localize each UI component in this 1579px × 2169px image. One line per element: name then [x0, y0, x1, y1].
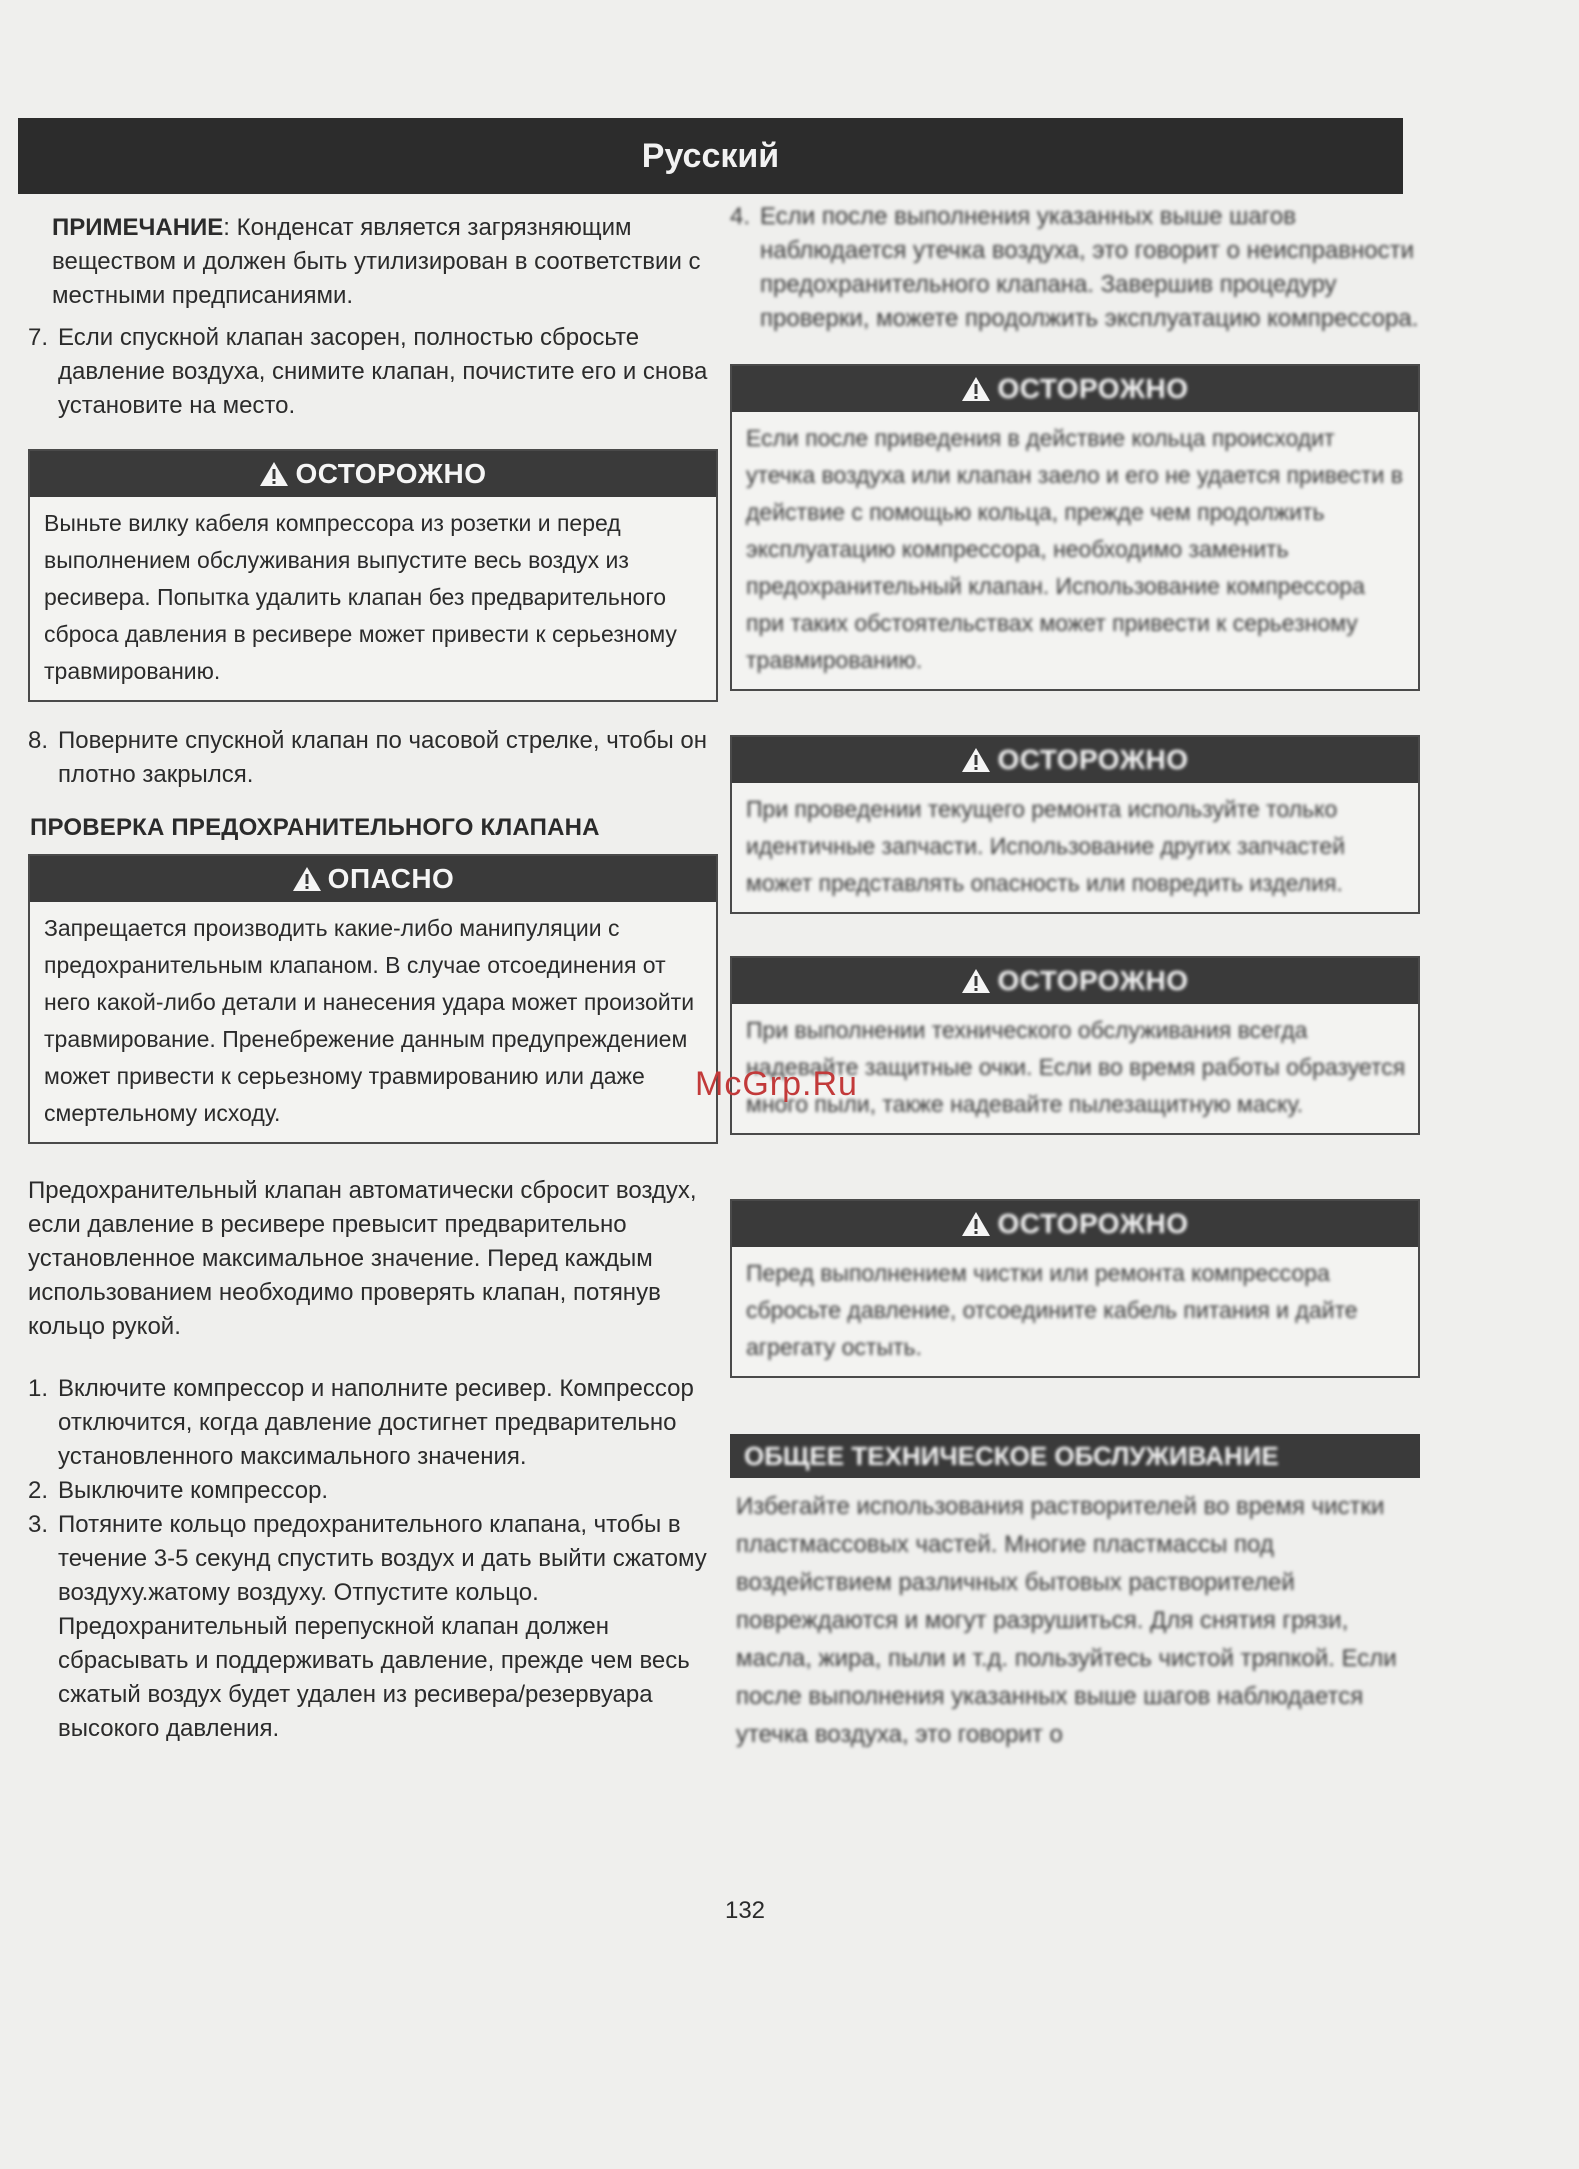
step-2 [28, 1474, 718, 1508]
watermark-text: McGrp.Ru [695, 1065, 858, 1103]
language-header-bar [18, 118, 1403, 194]
warning-triangle-icon [292, 866, 322, 892]
note-text: : Конденсат является загрязняющим веществом и должен быть утилизирован в соответствии с местными предписаниями. [52, 214, 701, 309]
note-paragraph [52, 211, 718, 313]
step-number: 3. [28, 1511, 49, 1538]
note-label: ПРИМЕЧАНИЕ [52, 214, 224, 241]
step-number: 2. [28, 1477, 49, 1504]
caution-text: Если после приведения в действие кольца происходит утечка воздуха или клапан заело и его не удается привести в действие с помощью кольца, прежде чем продолжить эксплуатацию компрессора, необходимо заменить предохранительный клапан. Использование компрессора при таких обстоятельствах может привести к серьезному травмированию. [746, 425, 1403, 673]
safety-valve-paragraph: Предохранительный клапан автоматически сбросит воздух, если давление в ресивере превысит предварительно установленное максимальное значение. Перед каждым использованием необходимо проверять клапан, потянув кольцо рукой. [28, 1177, 697, 1340]
warning-triangle-icon [961, 1211, 991, 1237]
caution-header [732, 1201, 1418, 1247]
caution-box-replace-valve [730, 364, 1420, 691]
left-column [28, 205, 718, 1746]
caution-box-unplug [28, 449, 718, 702]
step-text: Выключите компрессор. [58, 1477, 329, 1504]
caution-text: Выньте вилку кабеля компрессора из розетки и перед выполнением обслуживания выпустите весь воздух из ресивера. Попытка удалить клапан без предварительного сброса давления в ресивере может привести к серьезному травмированию. [44, 510, 677, 684]
danger-box [28, 854, 718, 1144]
caution-header [30, 451, 716, 497]
step-number: 1. [28, 1375, 49, 1402]
general-maintenance-text: Избегайте использования растворителей во время чистки пластмассовых частей. Многие пластмассы под воздействием различных бытовых растворителей повреждаются и могут разрушиться. Для снятия грязи, масла, жира, пыли и т.д. пользуйтесь чистой тряпкой. Если после выполнения указанных выше шагов наблюдается утечка воздуха, это говорит о [736, 1493, 1397, 1748]
caution-header [732, 958, 1418, 1004]
danger-header [30, 856, 716, 902]
caution-text: При выполнении технического обслуживания всегда надевайте защитные очки. Если во время работы образуется много пыли, также надевайте пылезащитную маску. [746, 1017, 1406, 1117]
step-text: Потяните кольцо предохранительного клапана, чтобы в течение 3-5 секунд спустить воздух и дать выйти сжатому воздуху.жатому воздуху. Отпустите кольцо. Предохранительный перепускной клапан должен сбрасывать и поддерживать давление, прежде чем весь сжатый воздух будет удален из ресивера/резервуара высокого давления. [58, 1511, 707, 1742]
caution-box-goggles [730, 956, 1420, 1135]
safety-valve-check-heading: ПРОВЕРКА ПРЕДОХРАНИТЕЛЬНОГО КЛАПАНА [30, 814, 600, 841]
general-maintenance-heading [730, 1434, 1420, 1478]
caution-header [732, 737, 1418, 783]
step-7 [28, 321, 718, 423]
caution-header [732, 366, 1418, 412]
caution-title: ОСТОРОЖНО [997, 744, 1189, 775]
warning-triangle-icon [961, 376, 991, 402]
caution-text: При проведении текущего ремонта используйте только идентичные запчасти. Использование других запчастей может представлять опасность или повредить изделия. [746, 796, 1346, 896]
step-text: Если спускной клапан засорен, полностью сбросьте давление воздуха, снимите клапан, почистите его и снова установите на место. [58, 324, 708, 419]
warning-triangle-icon [259, 461, 289, 487]
procedure-steps [28, 1372, 718, 1746]
language-title: Русский [641, 136, 780, 175]
step-text: Если после выполнения указанных выше шагов наблюдается утечка воздуха, это говорит о неисправности предохранительного клапана. Завершив процедуру проверки, можете продолжить эксплуатацию компрессора. [760, 203, 1419, 332]
caution-title: ОСТОРОЖНО [997, 1208, 1189, 1239]
danger-title: ОПАСНО [327, 863, 455, 894]
caution-title: ОСТОРОЖНО [997, 965, 1189, 996]
warning-triangle-icon [961, 747, 991, 773]
step-number: 4. [730, 203, 751, 230]
caution-title: ОСТОРОЖНО [997, 373, 1189, 404]
caution-box-depressurize [730, 1199, 1420, 1378]
step-4 [730, 200, 1420, 336]
step-3 [28, 1508, 718, 1746]
step-text: Включите компрессор и наполните ресивер. Компрессор отключится, когда давление достигнет предварительно установленного максимального значения. [58, 1375, 694, 1470]
caution-box-spare-parts [730, 735, 1420, 914]
right-column [730, 200, 1420, 1754]
page-number: 132 [724, 1897, 766, 1924]
step-number: 7. [28, 324, 49, 351]
general-maintenance-title: ОБЩЕЕ ТЕХНИЧЕСКОЕ ОБСЛУЖИВАНИЕ [744, 1440, 1279, 1471]
warning-triangle-icon [961, 968, 991, 994]
caution-text: Перед выполнением чистки или ремонта компрессора сбросьте давление, отсоедините кабель питания и дайте агрегату остыть. [746, 1260, 1358, 1360]
step-8 [28, 724, 718, 792]
general-maintenance-section [730, 1434, 1420, 1754]
caution-title: ОСТОРОЖНО [295, 458, 487, 489]
danger-text: Запрещается производить какие-либо манипуляции с предохранительным клапаном. В случае отсоединения от него какой-либо детали и нанесения удара может произойти травмирование. Пренебрежение данным предупреждением может привести к серьезному травмированию или даже смертельному исходу. [44, 915, 695, 1126]
step-number: 8. [28, 727, 49, 754]
step-text: Поверните спускной клапан по часовой стрелке, чтобы он плотно закрылся. [58, 727, 708, 788]
step-1 [28, 1372, 718, 1474]
